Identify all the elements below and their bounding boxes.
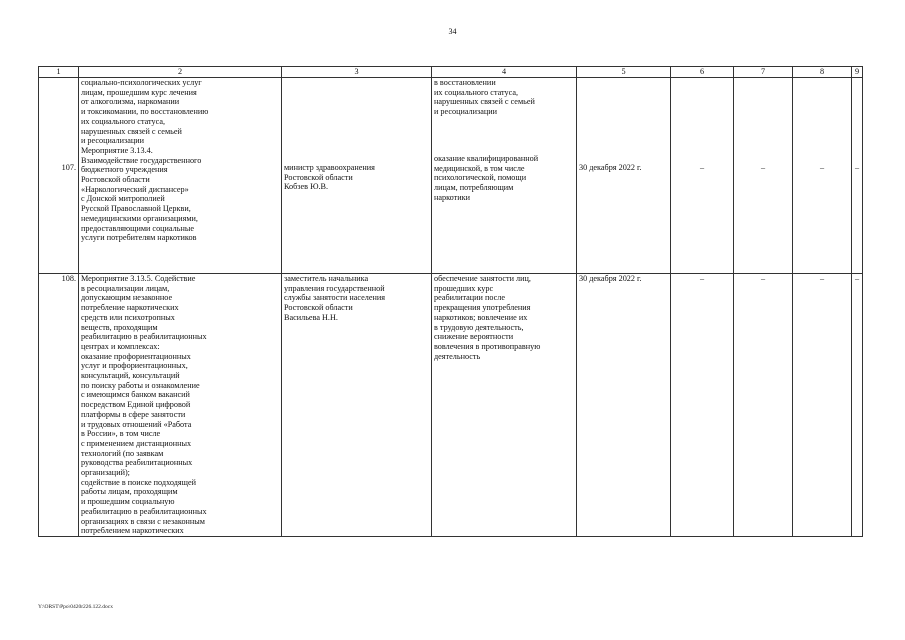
expected-result (432, 78, 577, 274)
text-line: веществ, проходящим (81, 322, 158, 332)
text-line: услуги потребителям наркотиков (81, 233, 197, 243)
column-header: 6 (671, 67, 734, 78)
text-line: средств или психотропных (81, 312, 175, 322)
dash-text: – (854, 274, 860, 283)
text-line: руководства реабилитационных (81, 458, 193, 468)
text-line: потребление наркотических (81, 303, 179, 313)
text-line: реабилитации после (434, 293, 506, 303)
text-line: Ростовской области (284, 303, 353, 313)
column-header: 5 (577, 67, 671, 78)
column-header: 2 (79, 67, 282, 78)
text-line: вовлечения в противоправную (434, 341, 541, 351)
text-line: допускающим незаконное (81, 293, 173, 303)
text-line: министр здравоохранения (284, 163, 375, 172)
indicator-cell (852, 78, 863, 274)
deadline (577, 274, 671, 537)
text-line: консультаций, консультаций (81, 371, 180, 381)
text-line: лицам, прошедшим курс лечения (81, 87, 197, 97)
text-line: Взаимодействие государственного (81, 155, 202, 165)
text-line: содействие в поиске подходящей (81, 477, 196, 487)
text-line: Васильева Н.Н. (284, 312, 338, 322)
text-line: лицам, потребляющим (434, 182, 514, 192)
text-line: немедицинскими организациями, (81, 213, 198, 223)
text-line: наркотики (434, 192, 470, 202)
column-header: 4 (432, 67, 577, 78)
column-header: 7 (734, 67, 793, 78)
text-line: посредством Единой цифровой (81, 400, 191, 410)
dash-text: – (760, 274, 766, 283)
table-row (39, 274, 863, 537)
text-line: платформы в сфере занятости (81, 409, 186, 419)
row-number-text: 108. (61, 274, 76, 283)
text-line: оказание квалифицированной (434, 153, 539, 163)
table-row (39, 78, 863, 274)
row-number (39, 274, 79, 537)
column-header: 1 (39, 67, 79, 78)
text-line: и токсикомании, по восстановлению (81, 107, 209, 117)
responsible-person (282, 78, 432, 274)
row-number (39, 78, 79, 274)
text-line: Мероприятие 3.13.4. (81, 145, 153, 155)
deadline (577, 78, 671, 274)
text-line: их социального статуса, (434, 87, 519, 97)
column-header: 9 (852, 67, 863, 78)
text-line: нарушенных связей с семьей (81, 126, 182, 136)
text-line: в России», в том числе (81, 429, 161, 439)
text-line: снижение вероятности (434, 332, 514, 342)
measures-table (38, 66, 863, 537)
text-line: технологий (по заявкам (81, 448, 164, 458)
text-line: бюджетного учреждения (81, 165, 168, 175)
text-line: медицинской, в том числе (434, 163, 525, 173)
text-line: и ресоциализации (81, 136, 145, 146)
text-line: с имеющимся банком вакансий (81, 390, 190, 400)
text-line: психологической, помощи (434, 173, 527, 183)
text-line: Кобзев Ю.В. (284, 182, 329, 192)
indicator-cell (671, 78, 734, 274)
deadline-text: 30 декабря 2022 г. (579, 163, 642, 172)
indicator-cell (671, 274, 734, 537)
text-line: Ростовской области (284, 172, 353, 182)
text-line: реабилитацию в реабилитационных (81, 506, 207, 516)
indicator-cell (734, 78, 793, 274)
text-line: реабилитацию в реабилитационных (81, 332, 207, 342)
indicator-cell (852, 274, 863, 537)
text-line: их социального статуса, (81, 116, 166, 126)
text-line: Ростовской области (81, 175, 150, 185)
text-line: работы лицам, проходящим (81, 487, 178, 497)
page-number: 34 (448, 27, 457, 36)
text-line: центрах и комплексах: (81, 341, 160, 351)
text-line: организаций); (81, 468, 130, 478)
column-header: 8 (793, 67, 852, 78)
text-line: по поиску работы и ознакомление (81, 380, 200, 390)
text-line: прошедших курс (434, 283, 494, 293)
text-line: и прошедшим социальную (81, 497, 175, 507)
text-line: услуг и профориентационных, (81, 361, 188, 371)
text-line: деятельность (434, 351, 481, 361)
row-number-text: 107. (61, 163, 76, 172)
responsible-person (282, 274, 432, 537)
text-line: потреблением наркотических (81, 526, 184, 536)
indicator-cell (793, 78, 852, 274)
text-line: оказание профориентационных (81, 351, 191, 361)
expected-result (432, 274, 577, 537)
file-path-footer: Y:\ORST\Ppo\0420r226.122.docx (38, 604, 113, 610)
text-line: и ресоциализации (434, 107, 498, 117)
text-line: Мероприятие 3.13.5. Содействие (81, 274, 196, 283)
dash-text: – (699, 274, 705, 283)
indicator-cell (793, 274, 852, 537)
table-header-row (39, 67, 863, 78)
text-line: заместитель начальника (284, 274, 369, 283)
dash-text: – (819, 163, 825, 172)
column-header: 3 (282, 67, 432, 78)
text-line: социально-психологических услуг (81, 78, 202, 87)
text-line: управления государственной (284, 283, 385, 293)
text-line: с Донской митрополией (81, 194, 165, 204)
measure-description (79, 78, 282, 274)
text-line: прекращения употребления (434, 303, 531, 313)
text-line: наркотиков; вовлечение их (434, 312, 528, 322)
text-line: и трудовых отношений «Работа (81, 419, 192, 429)
text-line: обеспечение занятости лиц, (434, 274, 531, 283)
text-line: «Наркологический диспансер» (81, 184, 189, 194)
dash-text: – (819, 274, 825, 283)
deadline-text: 30 декабря 2022 г. (579, 274, 642, 283)
indicator-cell (734, 274, 793, 537)
text-line: службы занятости населения (284, 293, 386, 303)
text-line: Русской Православной Церкви, (81, 204, 191, 214)
dash-text: – (760, 163, 766, 172)
text-line: от алкоголизма, наркомании (81, 97, 180, 107)
text-line: предоставляющими социальные (81, 223, 194, 233)
dash-text: – (699, 163, 705, 172)
text-line: с применением дистанционных (81, 438, 192, 448)
text-line: в восстановлении (434, 78, 496, 87)
dash-text: – (854, 163, 860, 172)
text-line: нарушенных связей с семьей (434, 97, 535, 107)
text-line: в трудовую деятельность, (434, 322, 524, 332)
text-line: в ресоциализации лицам, (81, 283, 170, 293)
text-line: организациях в связи с незаконным (81, 516, 205, 526)
measure-description (79, 274, 282, 537)
